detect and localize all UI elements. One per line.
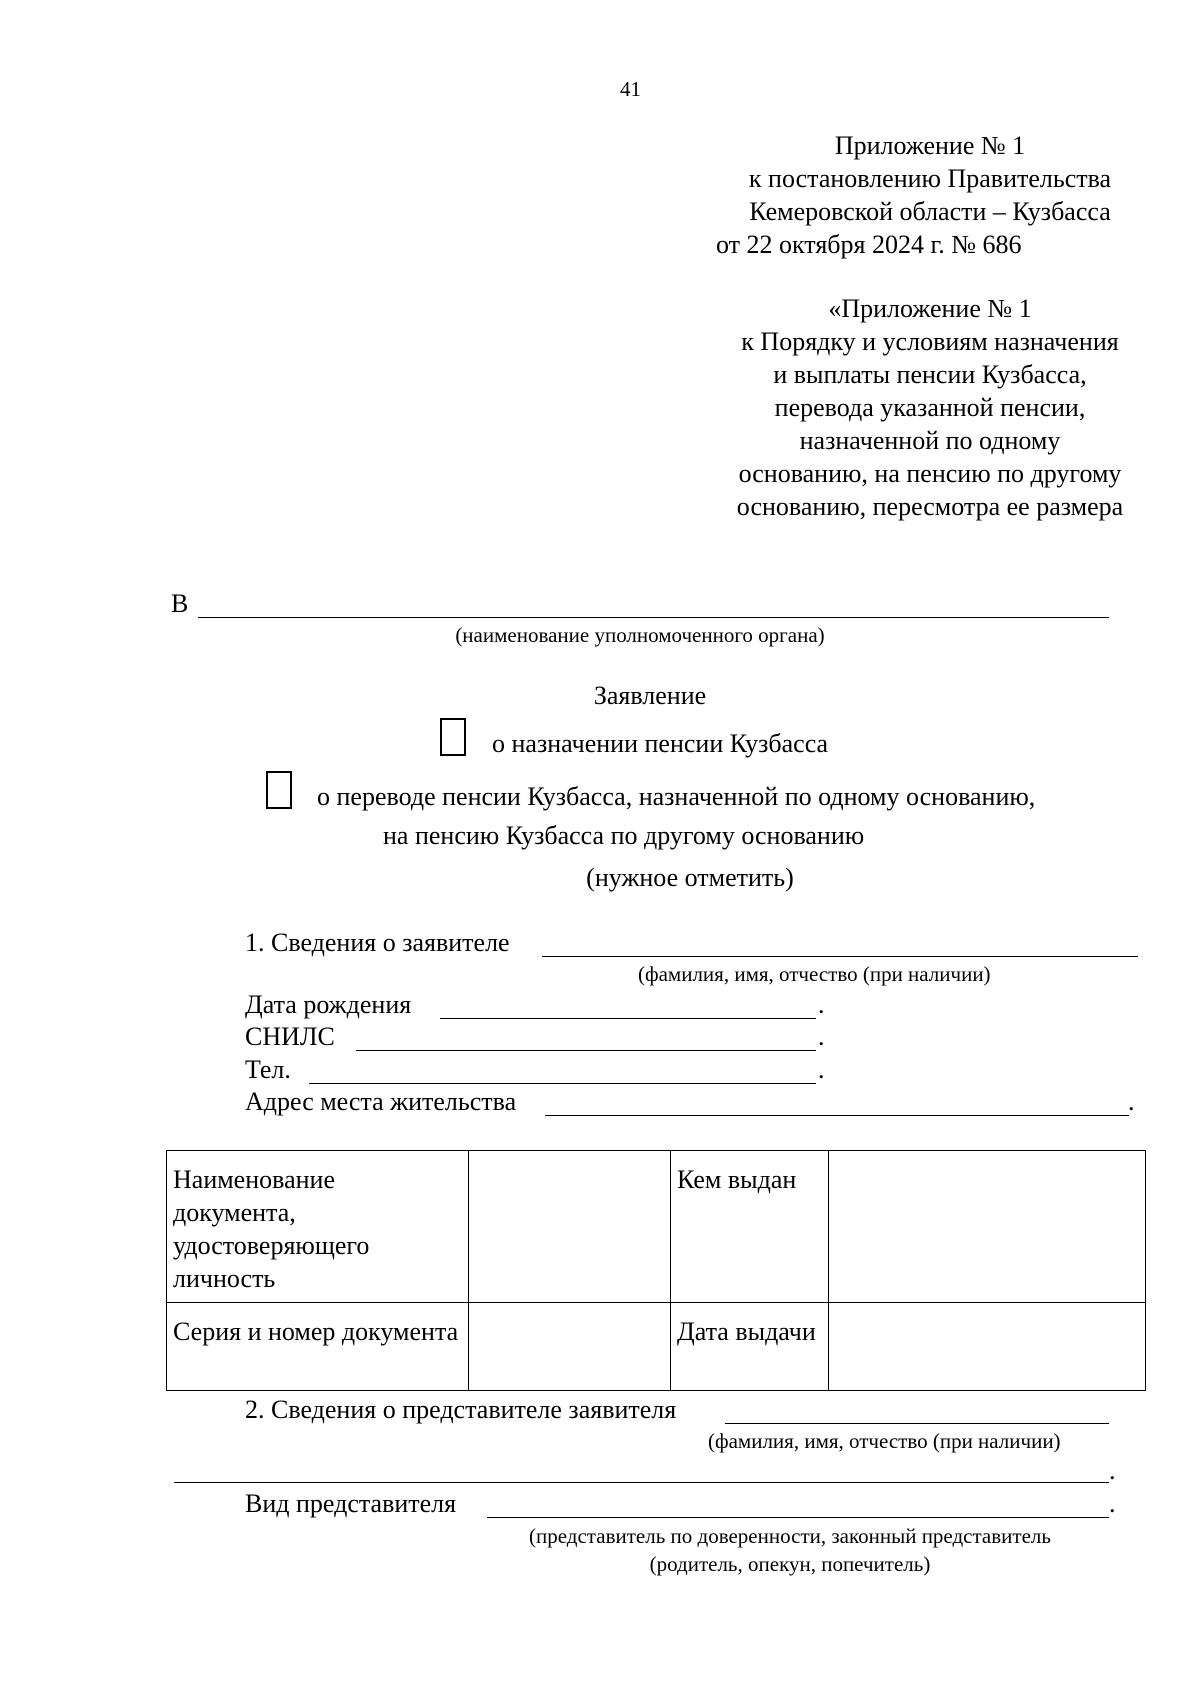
issued-by-cell[interactable] (829, 1151, 1146, 1303)
snils-label: СНИЛС (245, 1022, 335, 1051)
representative-type-caption-line2: (родитель, опекун, попечитель) (649, 1552, 931, 1576)
appendix-header-line: от 22 октября 2024 г. № 686 (716, 230, 1022, 259)
issue-date-cell[interactable] (829, 1303, 1146, 1391)
appendix-header-line: Приложение № 1 (834, 131, 1026, 160)
table-row (167, 1303, 1146, 1391)
table-row (167, 1151, 1146, 1303)
end-dot: . (818, 1055, 825, 1084)
option2-checkbox[interactable] (266, 771, 292, 809)
representative-heading: 2. Сведения о представителе заявителя (245, 1395, 677, 1424)
applicant-heading: 1. Сведения о заявителе (245, 928, 510, 957)
issue-date-label: Дата выдачи (671, 1303, 829, 1391)
appendix-sub-line: основанию, пересмотра ее размера (736, 492, 1124, 521)
applicant-name-caption: (фамилия, имя, отчество (при наличии) (638, 962, 991, 986)
representative-name-caption: (фамилия, имя, отчество (при наличии) (708, 1429, 1061, 1453)
option1-label: о назначении пенсии Кузбасса (492, 729, 829, 758)
end-dot: . (818, 1022, 825, 1051)
option1-checkbox[interactable] (440, 718, 466, 756)
doc-name-cell[interactable] (469, 1151, 671, 1303)
end-dot: . (1128, 1087, 1135, 1116)
representative-type-caption-line1: (представитель по доверенности, законный представитель (529, 1524, 1051, 1548)
option2-label-line2: на пенсию Кузбасса по другому основанию (383, 821, 865, 850)
series-number-cell[interactable] (469, 1303, 671, 1391)
representative-name-field[interactable] (725, 1423, 1109, 1424)
appendix-sub-line: перевода указанной пенсии, (774, 393, 1086, 422)
representative-type-label: Вид представителя (245, 1489, 457, 1518)
page-number: 41 (620, 77, 641, 101)
phone-label: Тел. (245, 1055, 291, 1084)
phone-field[interactable] (309, 1083, 816, 1084)
appendix-sub-line: назначенной по одному (799, 426, 1061, 455)
address-label: Адрес места жительства (245, 1087, 517, 1116)
snils-field[interactable] (356, 1050, 816, 1051)
appendix-sub-line: к Порядку и условиям назначения (741, 327, 1119, 356)
identity-document-table (166, 1150, 1146, 1391)
birth-date-label: Дата рождения (245, 990, 412, 1019)
appendix-sub-line: основанию, на пенсию по другому (738, 459, 1122, 488)
recipient-caption: (наименование уполномоченного органа) (455, 623, 825, 647)
series-number-label: Серия и номер документа (167, 1303, 469, 1391)
end-dot: . (1109, 1456, 1116, 1485)
appendix-header-line: Кемеровской области – Кузбасса (749, 197, 1111, 226)
address-field[interactable] (545, 1115, 1129, 1116)
issued-by-label: Кем выдан (671, 1151, 829, 1303)
statement-note: (нужное отметить) (586, 863, 794, 892)
end-dot: . (1109, 1489, 1116, 1518)
recipient-prefix: В (171, 589, 189, 618)
representative-name-field-cont[interactable] (174, 1482, 1109, 1483)
end-dot: . (818, 990, 825, 1019)
recipient-field[interactable] (198, 617, 1109, 618)
statement-title: Заявление (593, 681, 707, 710)
doc-name-label: Наименование документа, удостоверяющего личность (167, 1151, 469, 1303)
birth-date-field[interactable] (440, 1018, 816, 1019)
appendix-sub-line: «Приложение № 1 (828, 294, 1032, 323)
option2-label-line1: о переводе пенсии Кузбасса, назначенной по одному основанию, (317, 782, 1036, 811)
applicant-name-field[interactable] (542, 956, 1138, 957)
representative-type-field[interactable] (487, 1517, 1109, 1518)
appendix-header-line: к постановлению Правительства (748, 164, 1112, 193)
appendix-sub-line: и выплаты пенсии Кузбасса, (773, 360, 1087, 389)
